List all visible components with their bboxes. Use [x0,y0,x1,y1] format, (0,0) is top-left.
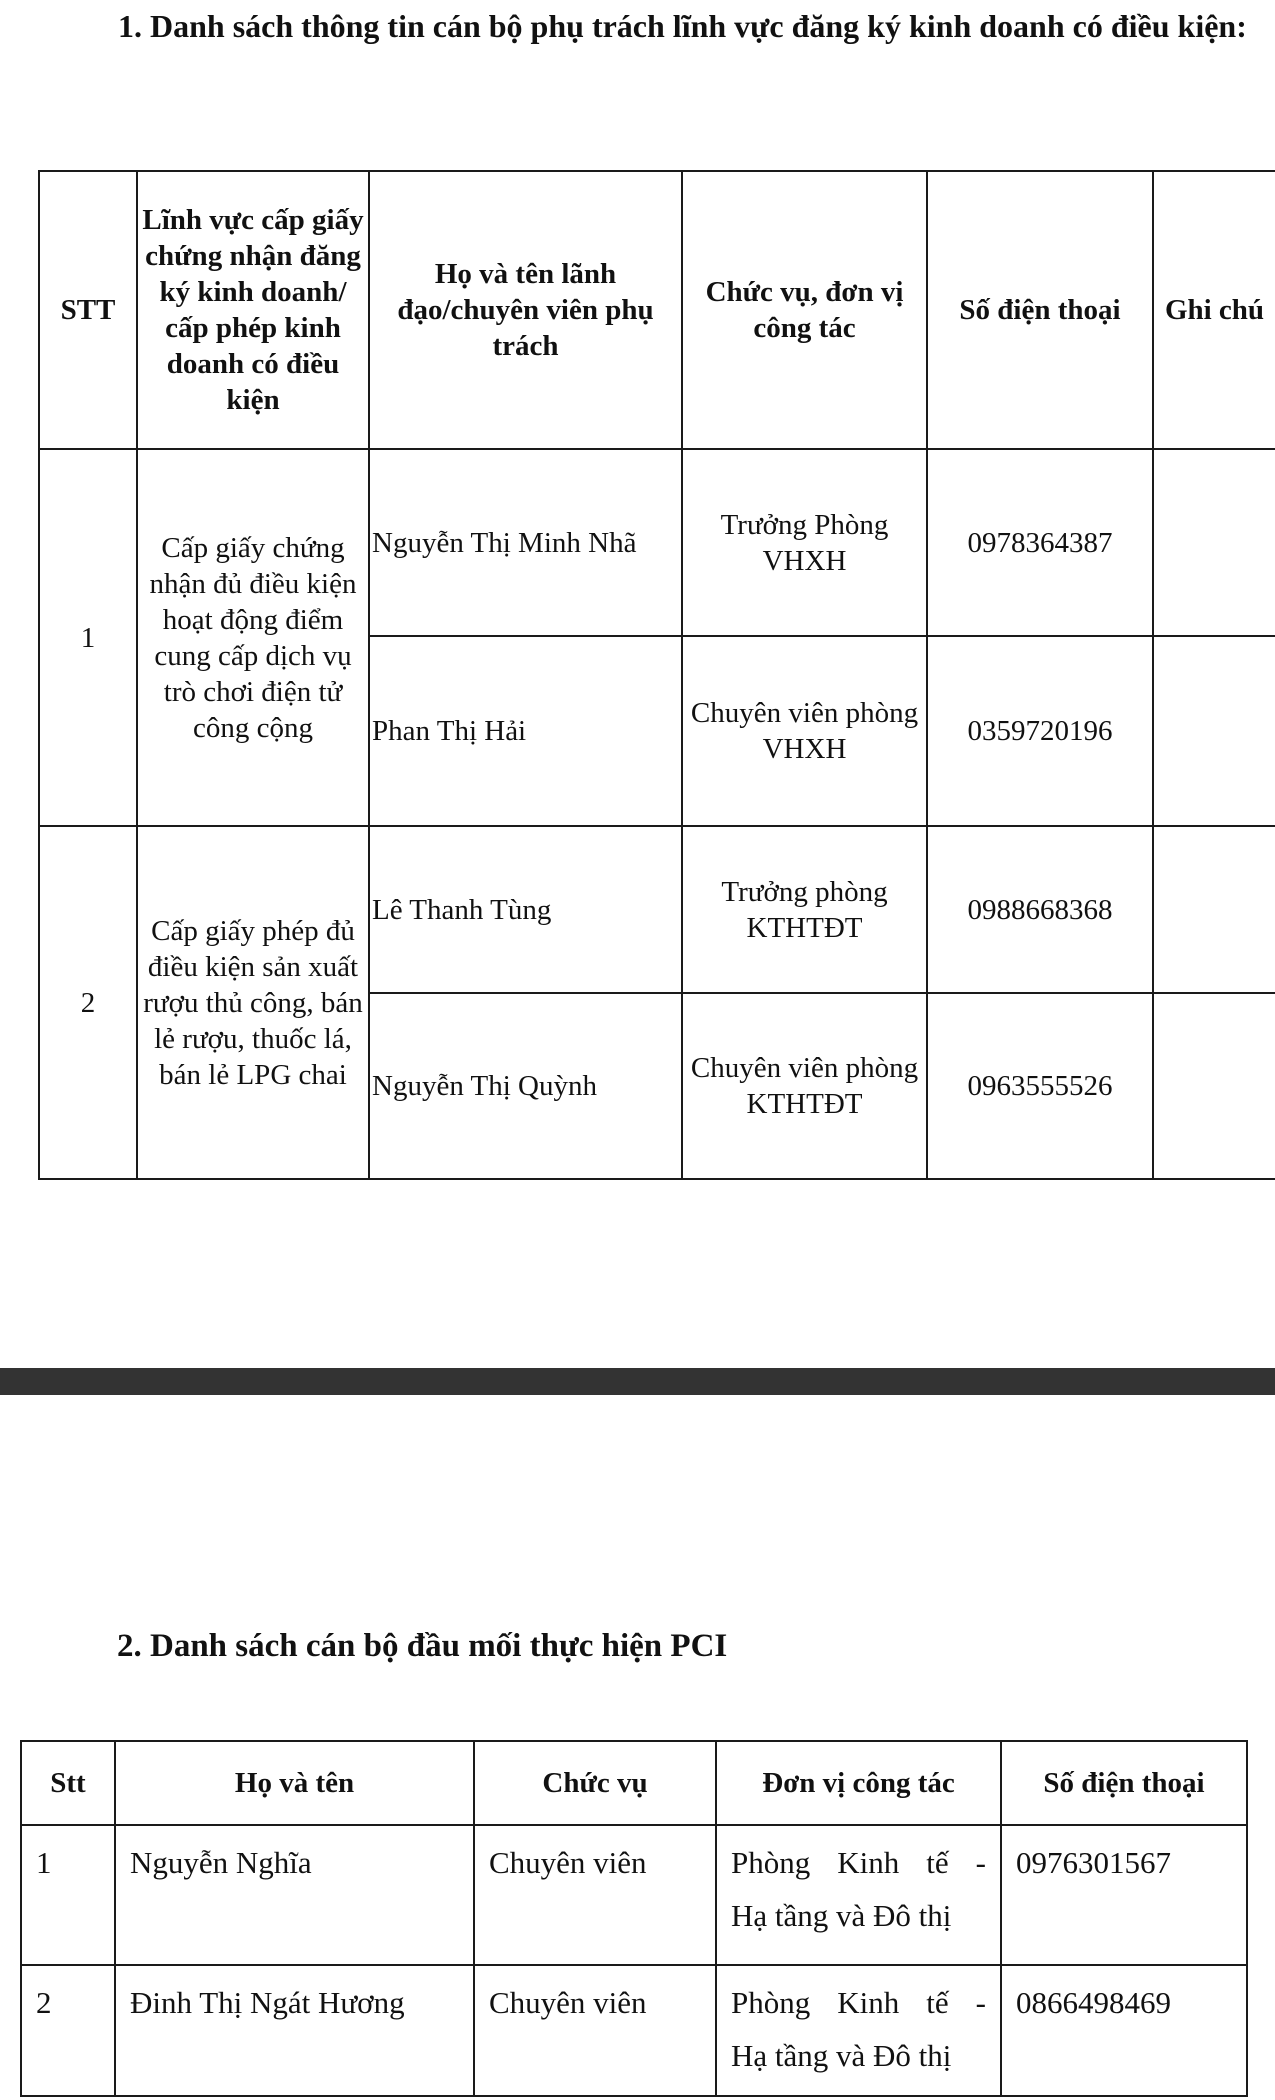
header-position: Chức vụ [474,1741,716,1825]
row-position: Chuyên viên phòng VHXH [682,636,927,826]
header-name: Họ và tên lãnh đạo/chuyên viên phụ trách [369,171,682,449]
header-note: Ghi chú [1153,171,1275,449]
row-unit [716,1825,1001,1965]
header-phone: Số điện thoại [927,171,1153,449]
row-name: Nguyễn Thị Quỳnh [369,993,682,1179]
table-row [39,449,1275,636]
page-divider [0,1368,1275,1395]
header-position: Chức vụ, đơn vị công tác [682,171,927,449]
row-note [1153,826,1275,993]
header-unit: Đơn vị công tác [716,1741,1001,1825]
unit-line-2: Hạ tầng và Đô thị [731,1898,952,1933]
row-phone: 0866498469 [1001,1965,1247,2096]
table-header-row [21,1741,1247,1825]
row-unit [716,1965,1001,2096]
row-phone: 0976301567 [1001,1825,1247,1965]
unit-line-1: Phòng Kinh tế - [731,1845,986,1880]
section1-title: 1. Danh sách thông tin cán bộ phụ trách lĩnh vực đăng ký kinh doanh có điều kiện: [118,8,1247,44]
table-row [21,1825,1247,1965]
row-stt: 2 [39,826,137,1179]
row-name: Nguyễn Thị Minh Nhã [369,449,682,636]
row-field: Cấp giấy chứng nhận đủ điều kiện hoạt động điểm cung cấp dịch vụ trò chơi điện tử công cộng [137,449,369,826]
row-stt: 1 [39,449,137,826]
row-name: Nguyễn Nghĩa [115,1825,474,1965]
row-name: Phan Thị Hải [369,636,682,826]
pci-contacts-table [20,1740,1248,2097]
business-officers-table [38,170,1275,1180]
row-position: Trưởng phòng KTHTĐT [682,826,927,993]
header-stt: STT [39,171,137,449]
row-position: Trưởng Phòng VHXH [682,449,927,636]
row-position: Chuyên viên phòng KTHTĐT [682,993,927,1179]
section2-title: 2. Danh sách cán bộ đầu mối thực hiện PCI [117,1628,728,1664]
row-position: Chuyên viên [474,1965,716,2096]
row-field: Cấp giấy phép đủ điều kiện sản xuất rượu thủ công, bán lẻ rượu, thuốc lá, bán lẻ LPG chai [137,826,369,1179]
row-position: Chuyên viên [474,1825,716,1965]
row-stt: 2 [21,1965,115,2096]
row-stt: 1 [21,1825,115,1965]
row-phone: 0963555526 [927,993,1153,1179]
row-phone: 0359720196 [927,636,1153,826]
row-phone: 0988668368 [927,826,1153,993]
row-note [1153,636,1275,826]
header-stt: Stt [21,1741,115,1825]
header-field: Lĩnh vực cấp giấy chứng nhận đăng ký kinh doanh/ cấp phép kinh doanh có điều kiện [137,171,369,449]
unit-line-2: Hạ tầng và Đô thị [731,2038,952,2073]
row-note [1153,993,1275,1179]
table-row [21,1965,1247,2096]
header-phone: Số điện thoại [1001,1741,1247,1825]
unit-line-1: Phòng Kinh tế - [731,1985,986,2020]
header-name: Họ và tên [115,1741,474,1825]
row-note [1153,449,1275,636]
row-phone: 0978364387 [927,449,1153,636]
table-header-row [39,171,1275,449]
row-name: Lê Thanh Tùng [369,826,682,993]
row-name: Đinh Thị Ngát Hương [115,1965,474,2096]
table-row [39,826,1275,993]
